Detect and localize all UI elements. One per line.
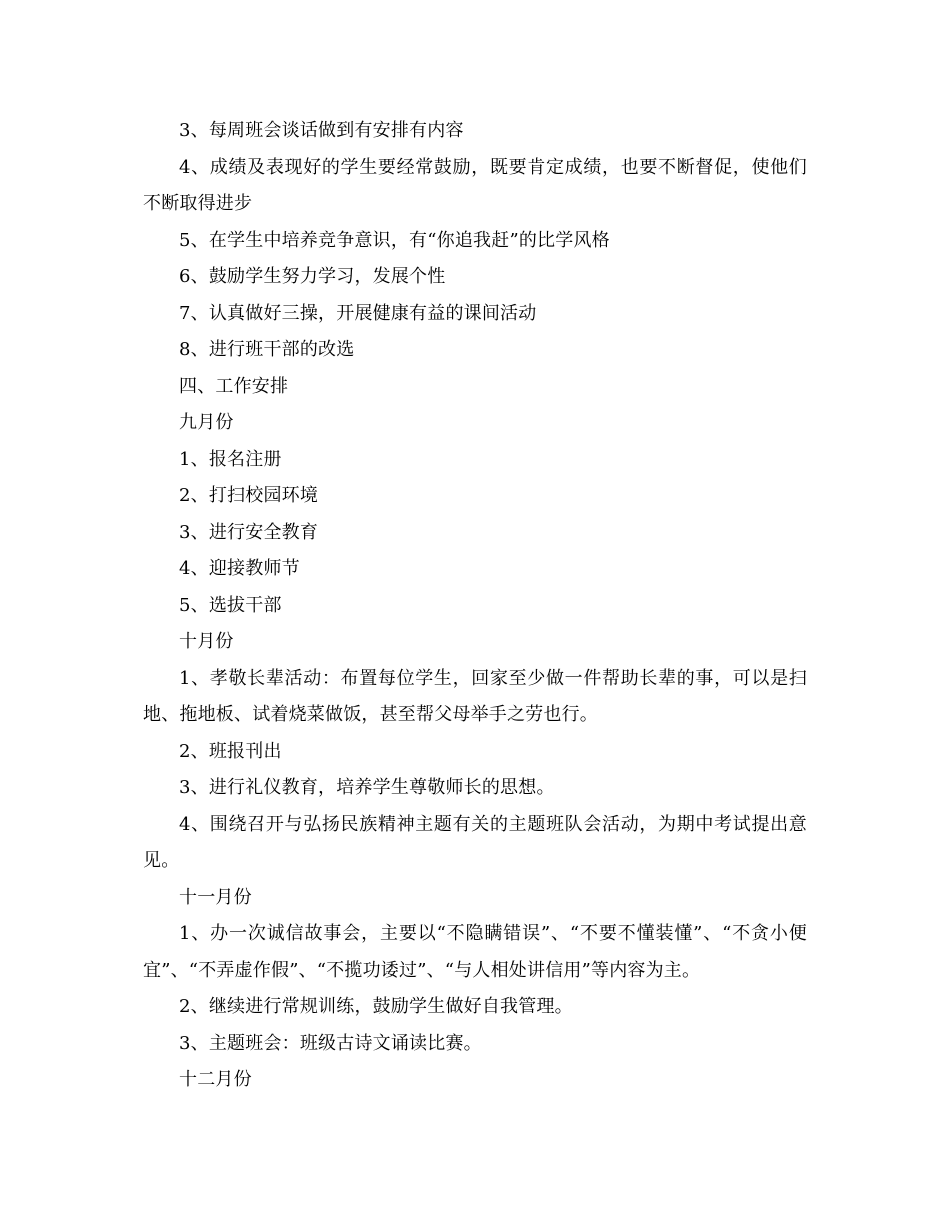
september-item-4: 4、迎接教师节 [179, 558, 300, 579]
month-heading-september: 九月份 [179, 412, 234, 433]
month-heading-december: 十二月份 [179, 1069, 252, 1090]
section-heading-work-arrangement: 四、工作安排 [179, 375, 289, 397]
document-body [143, 113, 807, 1099]
paragraph-item-5: 5、在学生中培养竞争意识，有“你追我赶”的比学风格 [179, 229, 610, 251]
september-item-1: 1、报名注册 [179, 448, 282, 470]
september-item-3: 3、进行安全教育 [179, 521, 319, 543]
paragraph-item-3: 3、每周班会谈话做到有安排有内容 [179, 120, 464, 141]
october-item-2: 2、班报刊出 [179, 740, 282, 762]
october-item-1: 1、孝敬长辈活动：布置每位学生，回家至少做一件帮助长辈的事，可以是扫地、拖地板、试着烧菜做饭，甚至帮父母举手之劳也行。 [143, 667, 807, 725]
september-item-2: 2、打扫校园环境 [179, 485, 319, 506]
month-heading-october: 十月份 [179, 631, 234, 652]
october-item-4: 4、围绕召开与弘扬民族精神主题有关的主题班队会活动，为期中考试提出意见。 [143, 813, 807, 871]
november-item-3: 3、主题班会：班级古诗文诵读比赛。 [179, 1032, 482, 1054]
november-item-1: 1、办一次诚信故事会，主要以“不隐瞒错误”、“不要不懂装懂”、“不贪小便宜”、“不弄虚作假”、“不揽功诿过”、“与人相处讲信用”等内容为主。 [143, 923, 807, 981]
september-item-5: 5、选拔干部 [179, 594, 282, 616]
month-heading-november: 十一月份 [179, 886, 252, 908]
november-item-2: 2、继续进行常规训练，鼓励学生做好自我管理。 [179, 996, 573, 1017]
october-item-3: 3、进行礼仪教育，培养学生尊敬师长的思想。 [179, 777, 555, 798]
paragraph-item-6: 6、鼓励学生努力学习，发展个性 [179, 266, 446, 287]
paragraph-item-8: 8、进行班干部的改选 [179, 339, 355, 360]
paragraph-item-4: 4、成绩及表现好的学生要经常鼓励，既要肯定成绩，也要不断督促，使他们不断取得进步 [143, 156, 807, 214]
paragraph-item-7: 7、认真做好三操，开展健康有益的课间活动 [179, 302, 537, 324]
